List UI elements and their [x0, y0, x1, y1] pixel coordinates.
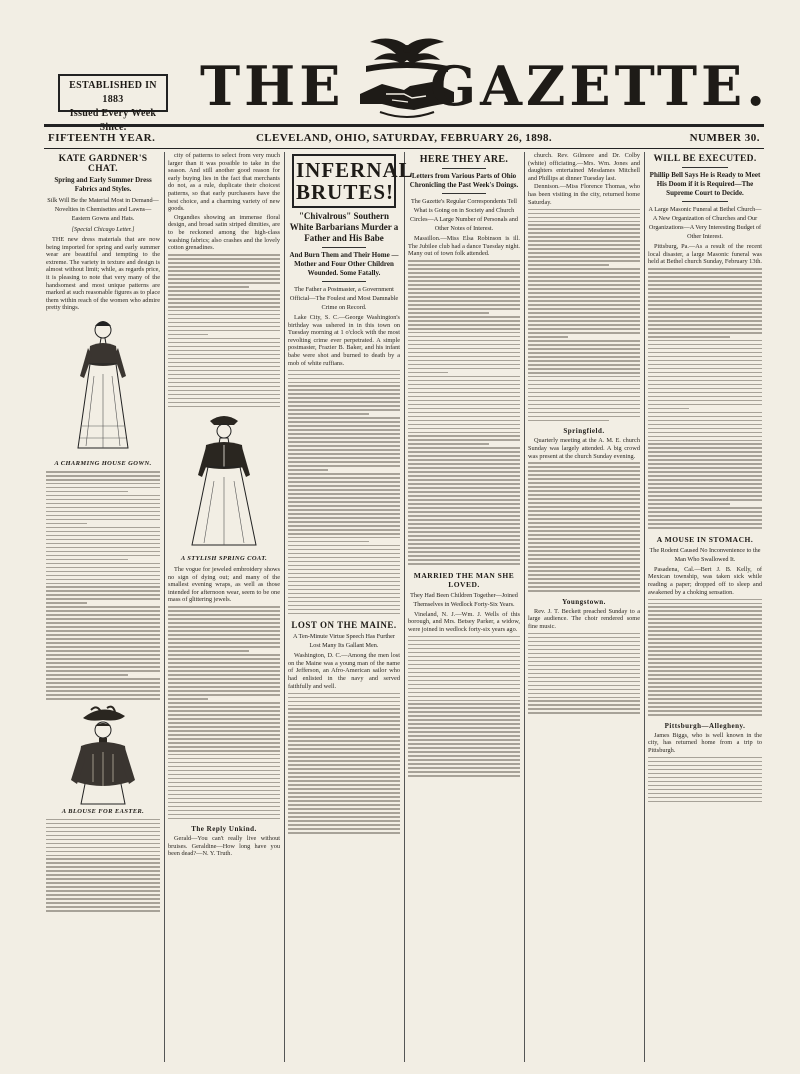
- article-subhead: "Chivalrous" Southern White Barbarians Murder a Father and His Babe: [289, 211, 399, 243]
- article-deck: Phillip Bell Says He is Ready to Meet His Doom if it is Required—The Supreme Court to Decide.: [649, 171, 761, 197]
- column-divider: [284, 152, 285, 1062]
- section-headline: Springfield.: [563, 427, 605, 436]
- article-body-continued: [648, 268, 762, 529]
- easter-blouse-illustration: [63, 704, 143, 804]
- section-headline: The Reply Unkind.: [191, 825, 257, 834]
- article-body-continued: [528, 633, 640, 714]
- article-body-continued: [46, 819, 160, 912]
- article-body-continued: [408, 636, 520, 777]
- article-body: [528, 437, 640, 460]
- article-body: [648, 243, 762, 266]
- article-paragraph: Pittsburg, Pa.—As a result of the recent local disaster, a large Masonic funeral was held at Bethel church Sunday, February 13th.: [648, 243, 762, 266]
- section-subhead: They Had Been Children Together—Joined Themselves in Wedlock Forty-Six Years.: [410, 591, 518, 608]
- article-body-continued: [648, 599, 762, 716]
- article-body: [168, 152, 280, 252]
- article-body: [168, 566, 280, 604]
- article-headline: WILL BE EXECUTED.: [653, 154, 757, 164]
- article-body: [648, 566, 762, 596]
- article-body-continued: [46, 471, 160, 700]
- column-4: [408, 152, 520, 1062]
- article-paragraph: James Biggs, who is well known in the city, has returned home from a trip to Pittsburgh.: [648, 731, 762, 754]
- article-body-continued: [168, 606, 280, 819]
- article-body-continued: [528, 209, 640, 422]
- illustration-caption: A BLOUSE FOR EASTER.: [61, 807, 145, 815]
- article-paragraph: Pasadena, Cal.—Bert J. B. Kelly, of Mexican township, was taken sick while reading a paper; dropped off to sleep and awakened by a choking sensation.: [648, 565, 762, 596]
- article-body: [528, 608, 640, 631]
- article-body-continued: [648, 757, 762, 802]
- article-body: [168, 835, 280, 858]
- article-body: [408, 235, 520, 258]
- article-paragraph: THE new dress materials that are now being imported for spring and early summer wear are beautiful and tempting to the extreme. The variety in texture and design is almost without limit; while, as regards price, it is pleasing to note that very many of the handsomest and most unique patterns are marked at such reasonable figures as to place them within reach of the women who admire pretty things.: [46, 236, 160, 312]
- article-paragraph: The vogue for jeweled embroidery shows no sign of dying out; and many of the smallest evening wraps, as well as those intended for afternoon wear, seem to be one mass of glittering jewels.: [168, 566, 280, 604]
- article-paragraph: Vineland, N. J.—Wm. J. Wells of this borough, and Mrs. Betsey Parker, a widow, were joined in wedlock forty-six years ago.: [408, 610, 520, 633]
- article-paragraph: Organdies showing an immense floral design, and broad satin striped dimities, are to be reckoned among the high-class washing fabrics; also crashes and the lovely cotton grenadines.: [168, 213, 280, 252]
- masthead-rule: [44, 124, 764, 127]
- article-headline: HERE THEY ARE.: [419, 154, 509, 165]
- established-box: [58, 74, 168, 133]
- column-divider: [164, 152, 165, 1062]
- article-paragraph: Gerald—You can't really live without bruises. Geraldine—How long have you been dead?—N. Y. Truth.: [168, 835, 280, 858]
- column-3: [288, 152, 414, 1062]
- section-headline: Youngstown.: [562, 597, 606, 606]
- column-2: [168, 152, 280, 1062]
- article-subhead: The Gazette's Regular Correspondents Tell What is Going on in Society and Church Circles—A Large Number of Personals and Other Notes of Interest.: [410, 198, 518, 232]
- article-paragraph: Lake City, S. C.—George Washington's birthday was ushered in in this town on Tuesday morning at 1 o'clock with the most revolting crime ever perpetrated. A simple postmaster, Frazier B. Baker, and his infant babe were shot and burned to death by a mob of white ruffians.: [288, 314, 400, 367]
- column-divider: [644, 152, 645, 1062]
- article-paragraph: Rev. J. T. Beckett preached Sunday to a large audience. The choir rendered some fine music.: [528, 607, 640, 630]
- article-body-continued: [288, 370, 400, 615]
- house-gown-illustration: [68, 316, 138, 456]
- article-body: [528, 152, 640, 206]
- article-subhead: Spring and Early Summer Dress Fabrics and Styles.: [54, 176, 152, 193]
- spring-coat-illustration: [184, 411, 264, 551]
- article-headline: KATE GARDNER'S CHAT.: [58, 154, 148, 174]
- article-body: [46, 236, 160, 312]
- article-paragraph: Washington, D. C.—Among the men lost on the Maine was a young man of the name of Jefferson, an Afro-American sailor who had enlisted in the navy and served faithfully and well.: [288, 652, 400, 690]
- article-subhead: A Large Masonic Funeral at Bethel Church—A New Organization of Churches and Our Organizations—A Very Interesting Budget of Other Interest.: [648, 206, 762, 240]
- column-divider: [524, 152, 525, 1062]
- article-paragraph: Quarterly meeting at the A. M. E. church Sunday was largely attended. A big crowd was present at the church Sunday evening.: [528, 437, 640, 460]
- article-body: [288, 314, 400, 367]
- volume-year: FIFTEENTH YEAR.: [48, 132, 156, 144]
- article-paragraph: Massillon.—Miss Elsa Robinson is ill. The Jubilee club had a dance Tuesday night. Many out of town folk attended.: [408, 235, 520, 258]
- section-headline: Pittsburgh—Allegheny.: [664, 721, 746, 730]
- masthead-title-left: THE: [200, 54, 345, 118]
- article-body-continued: [528, 462, 640, 591]
- article-deck: The Father a Postmaster, a Government Official—The Foulest and Most Damnable Crime on Record.: [289, 286, 399, 311]
- article-headline: INFERNAL BRUTES!: [292, 154, 396, 208]
- article-body: [408, 611, 520, 634]
- established-line: ESTABLISHED IN 1883: [69, 80, 157, 105]
- article-deck: Letters from Various Parts of Ohio Chronicling the Past Week's Doings.: [409, 172, 519, 189]
- section-headline: LOST ON THE MAINE.: [291, 620, 397, 631]
- masthead: [0, 0, 800, 133]
- place-and-date: CLEVELAND, OHIO, SATURDAY, FEBRUARY 26, 1898.: [255, 132, 553, 144]
- column-5: [528, 152, 640, 1062]
- column-1: [46, 152, 160, 1062]
- section-subhead: The Rodent Caused No Inconvenience to the Man Who Swallowed It.: [649, 546, 761, 563]
- article-paragraph: Dennison.—Miss Florence Thomas, who has been visiting in the city, returned home Saturday.: [528, 183, 640, 206]
- column-6: [648, 152, 762, 1062]
- article-paragraph: city of patterns to select from very much larger than it was possible to take in the season. And still another good reason for early buying lies in the fact that merchants do not, as a rule, duplicate their choicest patterns, so that early purchasers have the best choice, and a charming variety of new goods.: [168, 152, 280, 213]
- dateline-bar: [44, 130, 764, 146]
- article-body: [648, 732, 762, 755]
- masthead-title-right: GAZETTE.: [430, 54, 769, 118]
- illustration-caption: A CHARMING HOUSE GOWN.: [54, 459, 152, 467]
- special-dispatch: [Special Chicago Letter.]: [71, 226, 135, 233]
- article-body-continued: [408, 260, 520, 564]
- article-body-continued: [168, 254, 280, 407]
- section-headline: MARRIED THE MAN SHE LOVED.: [413, 570, 515, 589]
- section-subhead: A Ten-Minute Virtue Speech Has Further Lost Many Its Gallant Men.: [293, 633, 395, 650]
- article-body-continued: [288, 693, 400, 834]
- article-deck: And Burn Them and Their Home —Mother and Four Other Children Wounded. Some Fatally.: [289, 251, 399, 277]
- column-divider: [404, 152, 405, 1062]
- article-paragraph: church. Rev. Gilmore and Dr. Colby (white) officiating.—Mrs. Wm. Jones and daughters entertained Mesdames Mitchell and Phillips at dinner Tuesday last.: [528, 152, 640, 182]
- illustration-caption: A STYLISH SPRING COAT.: [180, 555, 268, 563]
- issue-number: NUMBER 30.: [689, 132, 760, 144]
- article-deck: Silk Will Be the Material Most in Demand—Novelties in Chemisettes and Lawns—Eastern Gowns and Hats.: [47, 197, 159, 222]
- article-body: [288, 652, 400, 690]
- section-headline: A MOUSE IN STOMACH.: [656, 534, 754, 544]
- dateline-rule: [44, 148, 764, 149]
- issued-line: Issued Every Week Since.: [69, 108, 157, 133]
